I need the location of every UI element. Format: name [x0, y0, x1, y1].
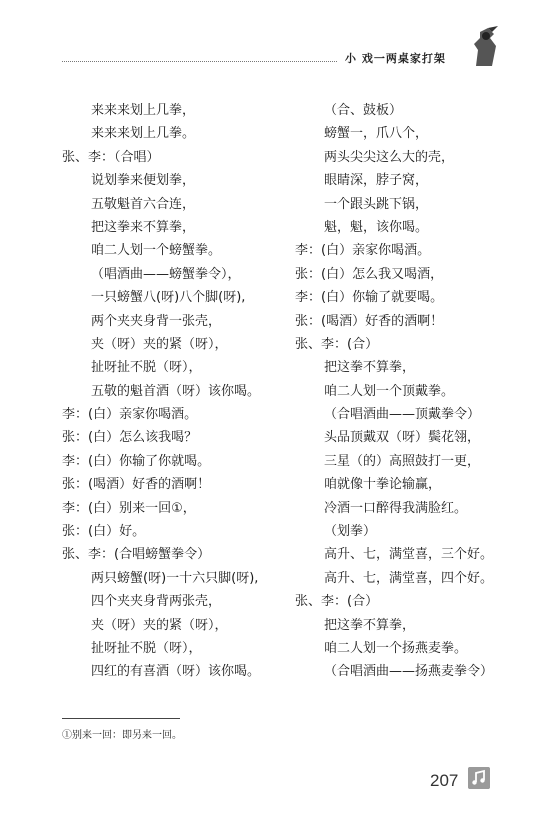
verse-line: 来来来划上几拳。 — [91, 126, 196, 142]
speaker-line: 张：(白）怎么我又喝酒， — [295, 266, 444, 282]
right-text-column — [295, 99, 505, 684]
verse-line: （合、鼓板） — [324, 103, 403, 118]
speaker-line: 张、李：(合唱螃蟹拳令） — [62, 547, 211, 563]
verse-line: 咱二人划一个螃蟹拳。 — [91, 243, 222, 259]
verse-line: 冷酒一口醉得我满脸红。 — [324, 500, 468, 516]
verse-line: 咱二人划一个扬燕麦拳。 — [324, 640, 468, 656]
left-text-column — [62, 99, 262, 684]
verse-line: 螃蟹一，爪八个， — [324, 126, 429, 142]
verse-line: 来来来划上几拳， — [91, 103, 196, 118]
speaker-line: 李：(白）亲家你喝酒。 — [295, 243, 431, 259]
verse-line: 把这拳不算拳， — [324, 617, 416, 633]
speaker-line: 李：(白）别来一回①， — [62, 500, 196, 516]
verse-line: 五敬的魁首酒（呀）该你喝。 — [91, 383, 261, 399]
verse-line: 眼睛深，脖子窝， — [324, 173, 429, 189]
opera-figure-icon — [470, 26, 500, 68]
footnote-divider — [62, 718, 180, 719]
verse-line: 三星（的）高照鼓打一更， — [324, 453, 481, 469]
verse-line: 一只螃蟹八(呀)八个脚(呀), — [91, 290, 246, 306]
verse-line: 魁，魁，该你喝。 — [324, 219, 429, 235]
speaker-line: 张：(白）好。 — [62, 524, 146, 540]
verse-line: （合唱酒曲——扬燕麦拳令） — [324, 664, 494, 680]
verse-line: （划拳） — [324, 524, 377, 540]
speaker-line: 张、李：(合） — [295, 594, 379, 610]
verse-line: 咱二人划一个顶戴拳。 — [324, 383, 455, 399]
verse-line: 高升、七，满堂喜，三个好。 — [324, 547, 494, 563]
footnote: ①别来一回：即另来一回。 — [62, 730, 182, 741]
verse-line: 四红的有喜酒（呀）该你喝。 — [91, 664, 261, 680]
verse-line: 扯呀扯不脱（呀）， — [91, 360, 202, 376]
speaker-line: 李：(白）亲家你喝酒。 — [62, 407, 198, 423]
verse-line: 咱就像十拳论输赢， — [324, 477, 442, 493]
speaker-line: 张、李：（合唱） — [62, 149, 160, 165]
speaker-line: 李：(白）你输了就要喝。 — [295, 290, 444, 306]
verse-line: 把这拳不算拳， — [324, 360, 416, 376]
verse-line: 两只螃蟹(呀)一十六只脚(呀), — [91, 570, 259, 586]
verse-line: 四个夹夹身背两张壳， — [91, 594, 222, 610]
music-note-icon — [468, 767, 490, 789]
verse-line: 两头尖尖这么大的壳， — [324, 149, 455, 165]
speaker-line: 张：(喝酒）好香的酒啊！ — [62, 477, 211, 493]
speaker-line: 张、李：(合） — [295, 336, 379, 352]
verse-line: （合唱酒曲——顶戴拳令） — [324, 407, 481, 423]
verse-line: （唱酒曲——螃蟹拳令）， — [91, 266, 241, 282]
page-number: 207 — [430, 771, 459, 790]
verse-line: 夹（呀）夹的紧（呀）， — [91, 617, 228, 633]
header-divider — [62, 61, 337, 62]
verse-line: 夹（呀）夹的紧（呀）， — [91, 336, 228, 352]
verse-line: 五敬魁首六合连， — [91, 196, 196, 212]
speaker-line: 李：(白）你输了你就喝。 — [62, 453, 211, 469]
verse-line: 头品顶戴双（呀）鬓花翎， — [324, 430, 481, 446]
speaker-line: 张：(白）怎么该我喝？ — [62, 430, 198, 446]
verse-line: 一个跟头跳下锅， — [324, 196, 429, 212]
verse-line: 高升、七，满堂喜，四个好。 — [324, 570, 494, 586]
speaker-line: 张：(喝酒）好香的酒啊！ — [295, 313, 444, 329]
verse-line: 两个夹夹身背一张壳， — [91, 313, 222, 329]
verse-line: 扯呀扯不脱（呀）， — [91, 640, 202, 656]
running-header-title: 小 戏一两桌家打架 — [345, 52, 446, 65]
verse-line: 把这拳来不算拳， — [91, 219, 196, 235]
verse-line: 说划拳来便划拳， — [91, 173, 196, 189]
